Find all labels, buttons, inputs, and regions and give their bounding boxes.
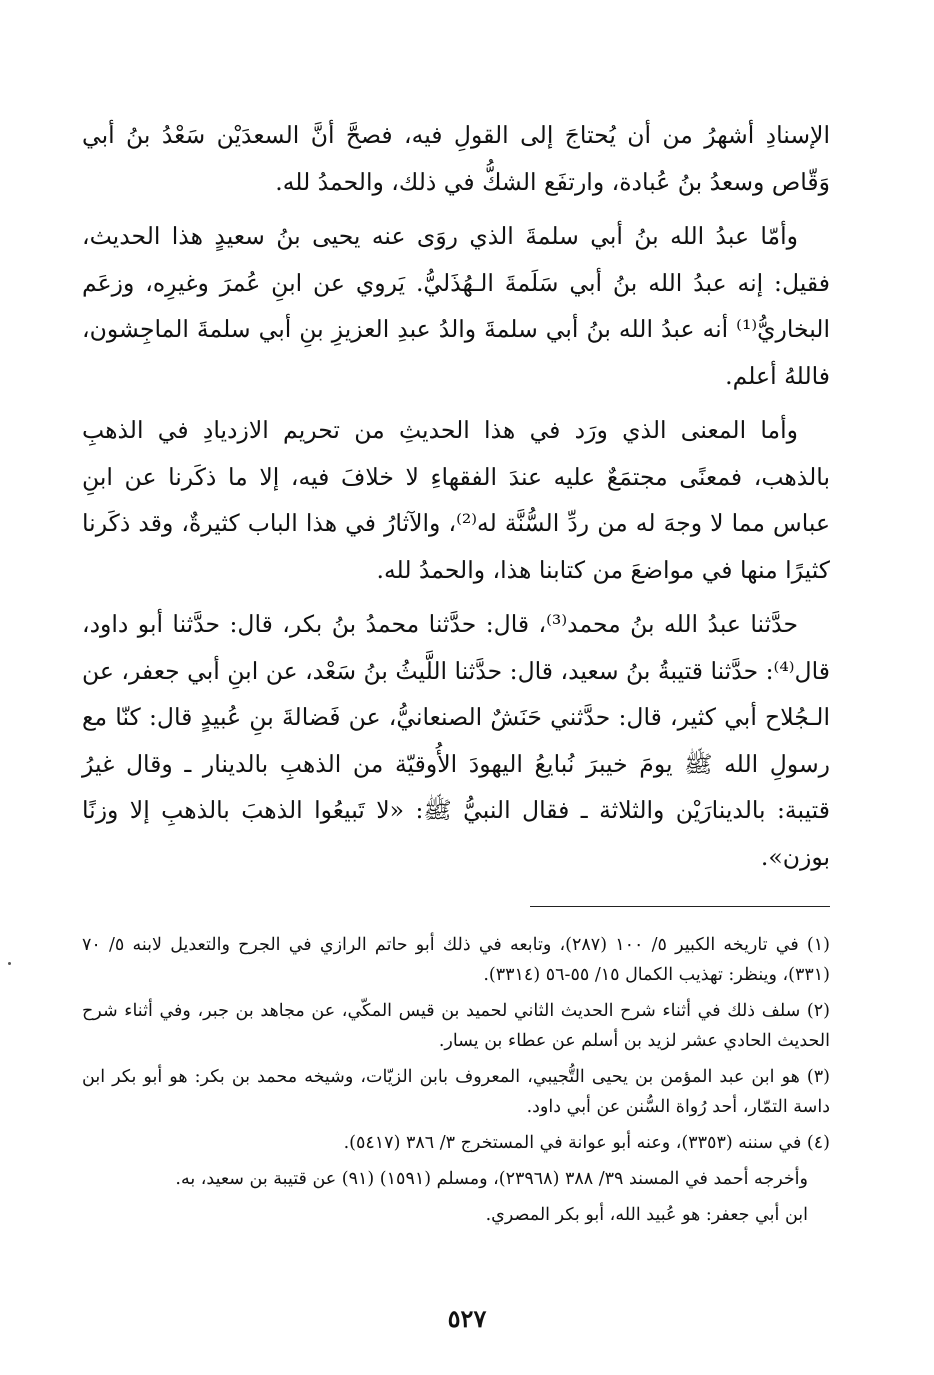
footnote-4-continuation-2: ابن أبي جعفر: هو عُبيد الله، أبو بكر المصري. <box>485 1205 808 1225</box>
footnotes-block <box>82 930 830 1236</box>
footnote-4: (٤) في سننه (٣٣٥٣)، وعنه أبو عوانة في المستخرج ٣/ ٣٨٦ (٥٤١٧). <box>343 1133 830 1153</box>
scan-speck <box>8 962 11 965</box>
body-paragraph-2: وأمّا عبدُ الله بنُ أبي سلمةَ الذي روَى عنه يحيى بنُ سعيدٍ هذا الحديث، فقيل: إنه عبدُ الله بنُ أبي سَلَمةَ الـهُذَليُّ. يَروي عن ابنِ عُمرَ وغيرِه، وزعَم البخاريُّ⁽¹⁾ أنه عبدُ الله بنُ أبي سلمةَ والدُ عبدِ العزيزِ بنِ أبي سلمةَ الماجِشون، فاللهُ أعلم. <box>82 222 830 390</box>
footnote-3: (٣) هو ابن عبد المؤمن بن يحيى التُّجيبي، المعروف بابن الزيّات، وشيخه محمد بن بكر: هو أبو بكر ابن داسة التمّار، أحد رُواة السُّنن عن أبي داود. <box>82 1067 830 1117</box>
body-paragraph-4: حدَّثنا عبدُ الله بنُ محمد⁽³⁾، قال: حدَّثنا محمدُ بنُ بكر، قال: حدَّثنا أبو داود، قال⁽⁴⁾: حدَّثنا قتيبةُ بنُ سعيد، قال: حدَّثنا اللَّيثُ بنُ سَعْد، عن ابنِ أبي جعفر، عن الـجُلاح أبي كثير، قال: حدَّثني حَنَشٌ الصنعانيُّ، عن فَضالةَ بنِ عُبيدٍ قال: كنّا مع رسولِ الله ﷺ يومَ خيبرَ نُبايعُ اليهودَ الأُوقيّة من الذهبِ بالدينار ـ وقال غيرُ قتيبة: بالدينارَيْن والثلاثة ـ فقال النبيُّ ﷺ: «لا تَبيعُوا الذهبَ بالذهبِ إلا وزنًا بوزن». <box>82 610 830 871</box>
body-paragraph-3: وأما المعنى الذي ورَد في هذا الحديثِ من تحريم الازديادِ في الذهبِ بالذهب، فمعنًى مجتمَعٌ عليه عندَ الفقهاءِ لا خلافَ فيه، إلا ما ذكَرنا عن ابنِ عباس مما لا وجهَ له من ردِّ السُّنَّة له⁽²⁾، والآثارُ في هذا الباب كثيرةٌ، وقد ذكَرنا كثيرًا منها في مواضعَ من كتابنا هذا، والحمدُ لله. <box>82 416 831 584</box>
page-number: ٥٢٧ <box>447 1304 487 1333</box>
footnote-2: (٢) سلف ذلك في أثناء شرح الحديث الثاني لحميد بن قيس المكّي، عن مجاهد بن جبر، وفي أثناء شرح الحديث الحادي عشر لزيد بن أسلم عن عطاء بن يسار. <box>82 1001 830 1051</box>
body-paragraph-1: الإسنادِ أشهرُ من أن يُحتاجَ إلى القولِ فيه، فصحَّ أنَّ السعدَيْن سَعْدُ بنُ أبي وَقّاص وسعدُ بنُ عُبادة، وارتفَع الشكُّ في ذلك، والحمدُ لله. <box>82 121 830 196</box>
footnote-separator <box>530 906 830 907</box>
footnote-4-continuation-1: وأخرجه أحمد في المسند ٣٩/ ٣٨٨ (٢٣٩٦٨)، ومسلم (١٥٩١) (٩١) عن قتيبة بن سعيد، به. <box>175 1169 808 1189</box>
footnote-1: (١) في تاريخه الكبير ٥/ ١٠٠ (٢٨٧)، وتابعه في ذلك أبو حاتم الرازي في الجرح والتعديل لابنه ٥/ ٧٠ (٣٣١)، وينظر: تهذيب الكمال ١٥/ ٥٥-٥٦ (٣٣١٤). <box>82 935 830 985</box>
main-text-block <box>82 112 830 888</box>
